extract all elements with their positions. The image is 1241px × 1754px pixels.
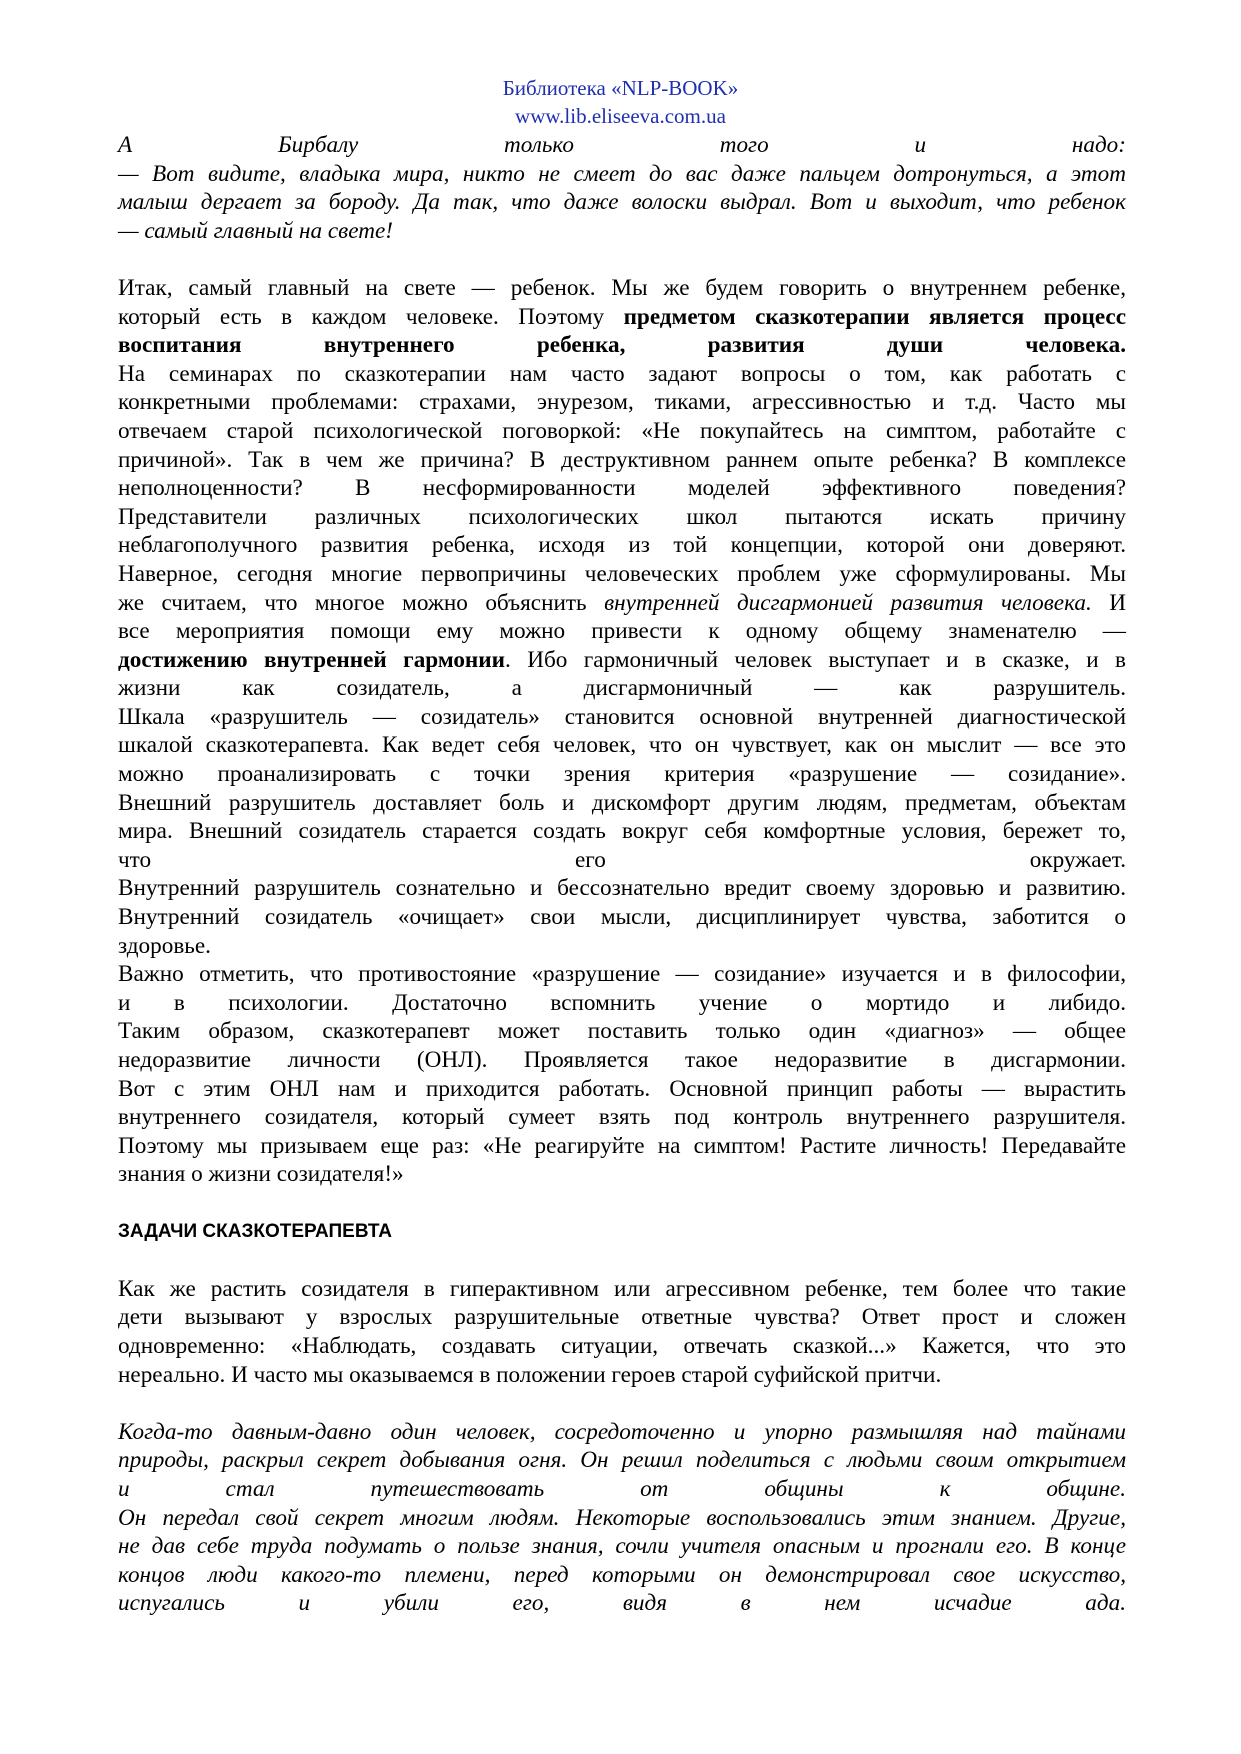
text-line: недоразвитие личности (ОНЛ). Проявляется такое недоразвитие в дисгармонии. — [118, 1047, 1126, 1073]
story-ending-paragraph — [118, 131, 1126, 245]
text-line: неблагополучного развития ребенка, исходя из той концепции, которой они доверяют. — [118, 532, 1126, 559]
document-body — [118, 131, 1126, 1618]
text-line: Он передал свой секрет многим людям. Некоторые воспользовались этим знанием. Другие, — [118, 1504, 1126, 1531]
text-line: знания о жизни созидателя!» — [118, 1161, 404, 1188]
text-run: И — [1091, 589, 1126, 616]
text-run: который есть в каждом человеке. Поэтому — [118, 303, 624, 330]
text-line: мира. Внешний созидатель старается создать вокруг себя комфортные условия, бережет то, — [118, 818, 1126, 845]
text-line: нереально. И часто мы оказываемся в положении героев старой суфийской притчи. — [118, 1361, 942, 1388]
bold-run: предметом сказкотерапии является процесс — [623, 303, 1126, 330]
text-line: можно проанализировать с точки зрения критерия «разрушение — созидание». — [118, 761, 1126, 788]
text-line: и в психологии. Достаточно вспомнить учение о мортидо и либидо. — [118, 989, 1126, 1016]
text-line: концов люди какого-то племени, перед которыми он демонстрировал свое искусство, — [118, 1561, 1126, 1588]
text-line: Наверное, сегодня многие первопричины человеческих проблем уже сформулированы. Мы — [118, 560, 1126, 587]
text-line: На семинарах по сказкотерапии нам часто задают вопросы о том, как работать с — [118, 360, 1126, 387]
library-url[interactable]: www.lib.eliseeva.com.ua — [515, 104, 726, 128]
bold-run: достижению внутренней гармонии — [118, 646, 505, 673]
text-line: Важно отметить, что противостояние «разрушение — созидание» изучается и в философии, — [118, 961, 1126, 988]
library-name: Библиотека «NLP-BOOK» — [502, 76, 739, 100]
text-line: Вот с этим ОНЛ нам и приходится работать. Основной принцип работы — вырастить — [118, 1075, 1126, 1102]
text-line: Как же растить созидателя в гиперактивном или агрессивном ребенке, тем более что такие — [118, 1275, 1126, 1302]
text-line: Поэтому мы призываем еще раз: «Не реагируйте на симптом! Растите личность! Передавайте — [118, 1132, 1126, 1159]
text-line: внутреннего созидателя, который сумеет взять под контроль внутреннего разрушителя. — [118, 1104, 1126, 1131]
text-line: не дав себе труда подумать о пользе знания, сочли учителя опасным и прогнали его. В конце — [118, 1533, 1126, 1560]
text-line — [118, 589, 1126, 618]
text-run: же считаем, что многое можно объяснить — [118, 589, 605, 616]
text-line: Внутренний созидатель «очищает» свои мысли, дисциплинирует чувства, заботится о — [118, 904, 1126, 931]
text-line: Итак, самый главный на свете — ребенок. Мы же будем говорить о внутреннем ребенке, — [118, 274, 1126, 301]
text-line: природы, раскрыл секрет добывания огня. Он решил поделиться с людьми своим открытием — [118, 1447, 1126, 1474]
text-line: что его окружает. — [118, 846, 1126, 873]
paragraph-gap — [118, 1246, 1126, 1275]
text-line: причиной». Так в чем же причина? В деструктивном раннем опыте ребенка? В комплексе — [118, 446, 1126, 473]
text-line: здоровье. — [118, 932, 211, 959]
text-line: Когда-то давным-давно один человек, сосредоточенно и упорно размышляя над тайнами — [118, 1418, 1126, 1445]
section-heading: ЗАДАЧИ СКАЗКОТЕРАПЕВТА — [118, 1220, 392, 1242]
text-line: Шкала «разрушитель — созидатель» становится основной внутренней диагностической — [118, 703, 1126, 730]
text-line: шкалой сказкотерапевта. Как ведет себя человек, что он чувствует, как он мыслит — все это — [118, 732, 1126, 759]
text-line: Внутренний разрушитель сознательно и бессознательно вредит своему здоровью и развитию. — [118, 875, 1126, 902]
paragraph-gap — [118, 1189, 1126, 1218]
text-line: — Вот видите, владыка мира, никто не смеет до вас даже пальцем дотронуться, а этот — [118, 160, 1126, 187]
main-paragraph — [118, 274, 1126, 1189]
italic-run: внутренней дисгармонией развития человека. — [604, 589, 1092, 616]
text-line — [118, 303, 1126, 332]
text-line: жизни как созидатель, а дисгармоничный — как разрушитель. — [118, 675, 1126, 702]
text-run: . Ибо гармоничный человек выступает и в сказке, и в — [505, 646, 1126, 673]
text-line: конкретными проблемами: страхами, энурезом, тиками, агрессивностью и т.д. Часто мы — [118, 389, 1126, 416]
tasks-paragraph — [118, 1275, 1126, 1389]
text-line: малыш дергает за бороду. Да так, что даже волоски выдрал. Вот и выходит, что ребенок — [118, 189, 1126, 216]
text-line: — самый главный на свете! — [118, 217, 393, 244]
text-line: неполноценности? В несформированности моделей эффективного поведения? — [118, 475, 1126, 502]
page-header — [0, 74, 1241, 130]
text-line: отвечаем старой психологической поговоркой: «Не покупайтесь на симптом, работайте с — [118, 417, 1126, 444]
paragraph-gap — [118, 245, 1126, 274]
text-line — [118, 646, 1126, 675]
text-line: испугались и убили его, видя в нем исчадие ада. — [118, 1590, 1126, 1617]
text-line: А Бирбалу только того и надо: — [118, 132, 1126, 158]
text-line: воспитания внутреннего ребенка, развития души человека. — [118, 332, 1126, 359]
text-line: все мероприятия помощи ему можно привести к одному общему знаменателю — — [118, 618, 1126, 645]
text-line: дети вызывают у взрослых разрушительные ответные чувства? Ответ прост и сложен — [118, 1304, 1126, 1331]
text-line: Представители различных психологических школ пытаются искать причину — [118, 503, 1126, 530]
text-line: Внешний разрушитель доставляет боль и дискомфорт другим людям, предметам, объектам — [118, 789, 1126, 816]
text-line: Таким образом, сказкотерапевт может поставить только один «диагноз» — общее — [118, 1018, 1126, 1045]
parable-paragraph — [118, 1418, 1126, 1618]
text-line: одновременно: «Наблюдать, создавать ситуации, отвечать сказкой...» Кажется, что это — [118, 1332, 1126, 1359]
text-line: и стал путешествовать от общины к общине. — [118, 1475, 1126, 1502]
paragraph-gap — [118, 1389, 1126, 1418]
